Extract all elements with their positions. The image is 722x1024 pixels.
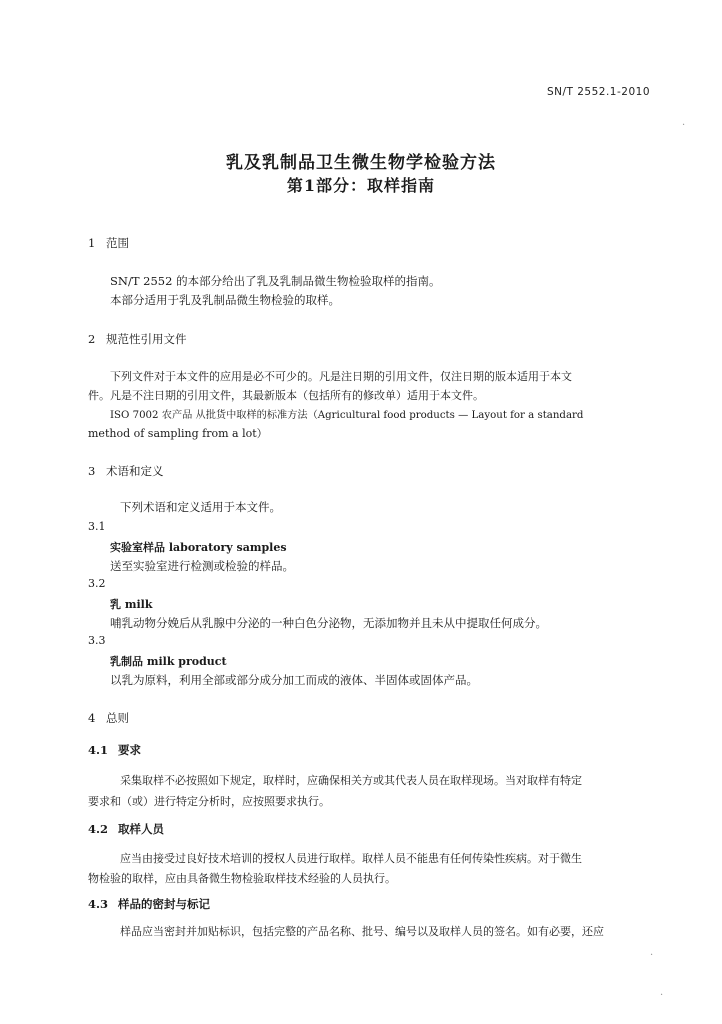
subsection-4-3-paragraph-1: 样品应当密封并加贴标识，包括完整的产品名称、批号、编号以及取样人员的签名。如有必要，还应 [120, 925, 604, 938]
scan-speck: · [650, 950, 654, 961]
subsection-4-1-heading [88, 742, 141, 758]
reference-iso-7002: ISO 7002 农产品 从批货中取样的标准方法（Agricultural food products — Layout for a standard [110, 410, 584, 421]
subsection-4-1-paragraph-2: 要求和（或）进行特定分析时，应按照要求执行。 [88, 795, 330, 808]
term-3-1-definition: 送至实验室进行检测或检验的样品。 [110, 559, 294, 573]
subsection-title: 取样人员 [118, 822, 164, 836]
term-3-2: 乳 milk [110, 598, 153, 611]
section-number: 4 [88, 711, 96, 725]
subsection-4-3-heading [88, 896, 210, 912]
term-3-2-number: 3.2 [88, 577, 106, 590]
subsection-number: 4.1 [88, 743, 109, 757]
subsection-4-1-paragraph-1: 采集取样不必按照如下规定，取样时，应确保相关方或其代表人员在取样现场。当对取样有特定 [120, 774, 582, 787]
scan-speck: · [660, 990, 664, 1001]
subsection-4-2-heading [88, 821, 164, 837]
term-3-3: 乳制品 milk product [110, 655, 227, 668]
section-4-heading [88, 710, 129, 726]
reference-iso-7002-cont: method of sampling from a lot） [88, 427, 268, 440]
scan-speck: · [682, 120, 686, 131]
document-title: 乳及乳制品卫生微生物学检验方法 [226, 153, 496, 173]
term-3-1: 实验室样品 laboratory samples [110, 541, 287, 554]
section-2-heading [88, 331, 187, 347]
section-1-paragraph-2: 本部分适用于乳及乳制品微生物检验的取样。 [110, 293, 340, 307]
section-number: 2 [88, 332, 96, 346]
term-3-3-number: 3.3 [88, 634, 106, 647]
subsection-title: 样品的密封与标记 [118, 897, 210, 911]
section-title: 规范性引用文件 [106, 332, 187, 346]
section-title: 术语和定义 [106, 464, 164, 478]
section-3-heading [88, 463, 164, 479]
term-3-1-number: 3.1 [88, 520, 106, 533]
subsection-number: 4.3 [88, 897, 109, 911]
section-1-heading [88, 235, 129, 251]
section-2-paragraph-2: 件。凡是不注日期的引用文件，其最新版本（包括所有的修改单）适用于本文件。 [88, 389, 484, 402]
subsection-number: 4.2 [88, 822, 109, 836]
section-3-intro: 下列术语和定义适用于本文件。 [120, 500, 281, 514]
standard-code: SN/T 2552.1-2010 [546, 86, 650, 98]
section-2-paragraph-1: 下列文件对于本文件的应用是必不可少的。凡是注日期的引用文件，仅注日期的版本适用于本文 [110, 370, 572, 383]
term-3-3-definition: 以乳为原料，利用全部或部分成分加工而成的液体、半固体或固体产品。 [110, 673, 478, 687]
subsection-4-2-paragraph-1: 应当由接受过良好技术培训的授权人员进行取样。取样人员不能患有任何传染性疾病。对于微生 [120, 852, 582, 865]
section-title: 总则 [106, 711, 129, 725]
section-title: 范围 [106, 236, 129, 250]
document-subtitle: 第1部分：取样指南 [286, 176, 436, 195]
section-1-paragraph-1: SN/T 2552 的本部分给出了乳及乳制品微生物检验取样的指南。 [110, 274, 441, 288]
section-number: 3 [88, 464, 96, 478]
term-3-2-definition: 哺乳动物分娩后从乳腺中分泌的一种白色分泌物，无添加物并且未从中提取任何成分。 [110, 616, 547, 630]
subsection-4-2-paragraph-2: 物检验的取样，应由具备微生物检验取样技术经验的人员执行。 [88, 872, 396, 885]
subsection-title: 要求 [118, 743, 141, 757]
section-number: 1 [88, 236, 96, 250]
